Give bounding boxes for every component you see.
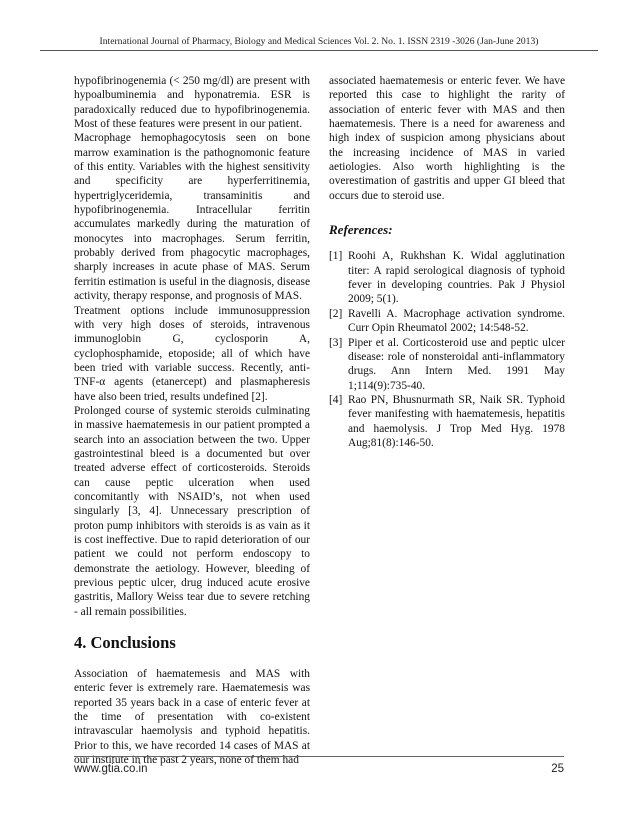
page-number: 25 xyxy=(551,763,564,775)
reference-number: [4] xyxy=(329,393,343,406)
conclusion-paragraph: Association of haematemesis and MAS with enteric fever is extremely rare. Haematemesis was reported 35 years back in a case of enteric fever at the time of presentation with co-existent intravascular haemolysis and typhoid hepatitis. Prior to this, we have recorded 14 cases of MAS at our institute in the past 2 years, none of them had xyxy=(74,668,310,767)
body-paragraph: Prolonged course of systemic steroids culminating in massive haematemesis in our patient prompted a search into an association between the two. Upper gastrointestinal bleed is a documented but over treated adverse effect of corticosteroids. Steroids can cause peptic ulceration when used concomitantly with NSAID’s, not when used singularly [3, 4]. Unnecessary prescription of proton pump inhibitors with steroids is as vain as it is cost ineffective. Due to rapid deterioration of our patient we could not perform endoscopy to demonstrate the aetiology. However, bleeding of previous peptic ulcer, drug induced acute erosive gastritis, Mallory Weiss tear due to severe retching - all remain possibilities. xyxy=(74,404,310,618)
page-footer xyxy=(74,756,564,775)
reference-item xyxy=(329,336,565,393)
reference-number: [2] xyxy=(329,307,343,320)
body-paragraph: associated haematemesis or enteric fever. We have reported this case to highlight the rarity of association of enteric fever with MAS and then haematemesis. There is a need for awareness and high index of suspicion among physicians about the increasing incidence of MAS in varied aetiologies. Also worth highlighting is the overestimation of gastritis and upper GI bleed that occurs due to steroid use. xyxy=(329,75,565,202)
body-paragraph: Treatment options include immunosuppression with very high doses of steroids, intravenous immunoglobin G, cyclosporin A, cyclophosphamide, etoposide; all of which have been tried with variable success. Recently, anti-TNF-α agents (etanercept) and plasmapheresis have also been tried, results undefined [2]. xyxy=(74,304,310,403)
references-heading: References: xyxy=(329,222,393,238)
reference-number: [1] xyxy=(329,250,343,263)
reference-item xyxy=(329,249,565,306)
reference-list xyxy=(329,249,565,450)
body-paragraph: Macrophage hemophagocytosis seen on bone marrow examination is the pathognomonic feature of this entity. Variables with the highest sensitivity and specificity are hyperferritinemia, hypertriglyceridemia, transaminitis and hypofibrinogenemia. Intracellular ferritin accumulates markedly during the maturation of monocytes into macrophages. Serum ferritin, probably derived from phagocytic macrophages, sharply increases in acute phase of MAS. Serum ferritin estimation is useful in the diagnosis, disease activity, therapy response, and prognosis of MAS. xyxy=(74,132,310,303)
left-column xyxy=(74,74,310,767)
reference-text: Ravelli A. Macrophage activation syndrome. Curr Opin Rheumatol 2002; 14:548-52. xyxy=(348,307,565,335)
footer-website: www.gtia.co.in xyxy=(74,763,148,775)
reference-item xyxy=(329,307,565,336)
right-column xyxy=(329,74,565,450)
running-header: International Journal of Pharmacy, Biology and Medical Sciences Vol. 2. No. 1. ISSN 2319 -3026 (Jan-June 2013) xyxy=(40,36,598,51)
body-paragraph: hypofibrinogenemia (< 250 mg/dl) are present with hypoalbuminemia and hyponatremia. ESR is paradoxically reduced due to hypofibrinogenemia. Most of these features were present in our patient. xyxy=(74,75,310,131)
reference-item xyxy=(329,393,565,450)
reference-text: Roohi A, Rukhshan K. Widal agglutination titer: A rapid serological diagnosis of typhoid fever in developing countries. Pak J Physiol 2009; 5(1). xyxy=(348,250,565,306)
reference-text: Rao PN, Bhusnurmath SR, Naik SR. Typhoid fever manifesting with haematemesis, hepatitis and haemolysis. J Trop Med Hyg. 1978 Aug;81(8):146-50. xyxy=(348,393,565,449)
reference-text: Piper et al. Corticosteroid use and peptic ulcer disease: role of nonsteroidal anti-inflammatory drugs. Ann Intern Med. 1991 May 1;114(9):735-40. xyxy=(348,336,565,392)
reference-number: [3] xyxy=(329,336,343,349)
section-heading-conclusions: 4. Conclusions xyxy=(74,633,176,653)
